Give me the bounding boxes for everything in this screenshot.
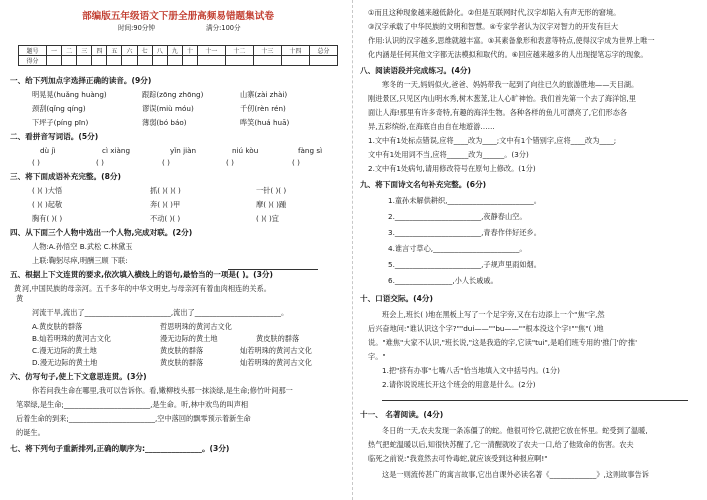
s1-item: 跟踪(zōng zhōng)	[142, 90, 204, 99]
s5-option-b-part: 漫无边际的黄土地	[160, 334, 218, 343]
page-title: 部编版五年级语文下册全册高频易错题集试卷	[82, 11, 274, 22]
exam-time: 时间:90分钟	[118, 24, 155, 32]
poem-line: 1.童孙未解供耕织,________________________。	[388, 196, 541, 205]
section-4-heading: 四、从下面三个人物中选出一个人物,完成对联。(2分)	[10, 228, 193, 237]
idiom-blank[interactable]: 抓( )( )( )	[150, 186, 181, 195]
s11-line: 临死之前说:"我竟然去可怜毒蛇,就应该受到这种报应啊!"	[368, 454, 548, 463]
s1-item: 颈刮(qǐng qíng)	[32, 104, 86, 113]
idiom-blank[interactable]: 摩( )( )踵	[256, 200, 287, 209]
score-header-row	[19, 46, 338, 56]
score-header-cell: 四	[92, 46, 107, 56]
s5-option-b[interactable]: B.灿若明珠的黄河古文化	[32, 334, 112, 343]
answer-bracket[interactable]: ( )	[96, 158, 104, 167]
s10-question: 1.把"挤有办事"七嘴八舌"恰当地填入文中括号内。(1分)	[382, 366, 560, 375]
answer-bracket[interactable]: ( )	[32, 158, 40, 167]
score-header-cell: 七	[137, 46, 152, 56]
s10-line: 后兴奋地问:"谁认识这个字?""dui——""bu——""根本没这个字!""焦"( )地	[368, 324, 604, 333]
score-header-cell: 十二	[225, 46, 253, 56]
s10-line: 班会上,班长( )地在黑板上写了一个足字旁,又在右边添上一个"焦"字,然	[382, 310, 605, 319]
score-cell[interactable]	[197, 56, 225, 66]
score-value-row	[19, 56, 338, 66]
idiom-blank[interactable]: 一针( )( )	[256, 186, 287, 195]
score-cell[interactable]	[281, 56, 309, 66]
s5-option-a-part: 哲思明珠的黄河古文化	[160, 322, 232, 331]
score-header-cell: 五	[107, 46, 122, 56]
s5-option-c-part: 黄皮肤的群落	[160, 346, 204, 355]
score-header-cell: 十四	[281, 46, 309, 56]
section-8-heading: 八、阅读语段并完成练习。(4分)	[360, 66, 471, 75]
score-header-cell: 六	[122, 46, 137, 56]
score-cell[interactable]	[167, 56, 182, 66]
idiom-blank[interactable]: 胸有( )( )	[32, 214, 63, 223]
s5-option-d[interactable]: D.漫无边际的黄土地	[32, 358, 98, 367]
s1-item: 明晃晃(huǎng huàng)	[32, 90, 107, 99]
s1-item: 哗笑(huá huā)	[240, 118, 290, 127]
score-cell[interactable]	[253, 56, 281, 66]
s5-option-c-part: 灿若明珠的黄河古文化	[240, 346, 312, 355]
score-cell[interactable]	[107, 56, 122, 66]
score-cell[interactable]	[92, 56, 107, 66]
answer-bracket[interactable]: ( )	[162, 158, 170, 167]
pinyin: dù jì	[40, 146, 56, 155]
s8-question: 文中有1处用词不当,应将______改为______。(3分)	[368, 150, 529, 159]
s5-option-d-part: 灿若明珠的黄河古文化	[240, 358, 312, 367]
s10-question: 2.请你说说班长开这个班会的用意是什么。(2分)	[382, 380, 536, 389]
section-10-heading: 十、口语交际。(4分)	[360, 294, 433, 303]
s5-text: 黄	[16, 294, 24, 303]
page-fold	[352, 0, 353, 500]
s11-line: 这是一则流传甚广的寓言故事,它出自课外必读名著《_____________》,这则故事告诉	[382, 470, 649, 479]
s1-item: 山寨(zài zhài)	[240, 90, 288, 99]
score-cell[interactable]	[137, 56, 152, 66]
score-header-cell: 十	[182, 46, 197, 56]
s5-option-b-part: 黄皮肤的群落	[256, 334, 300, 343]
pinyin: fàng sì	[298, 146, 323, 155]
s8-question: 1.文中有1处标点错误,应将____改为____;文中有1个错别字,应将____改为____;	[368, 136, 617, 145]
s1-item: 下坪子(píng pīn)	[32, 118, 89, 127]
score-cell[interactable]	[225, 56, 253, 66]
score-header-cell: 九	[167, 46, 182, 56]
poem-line: 2.________________________,夜静春山空。	[388, 212, 527, 221]
s10-line: 说。"难焦"大家不认识,"班长说,"这是我造的字,它读"tui",是咱们班专用的'推门'的'推'	[368, 338, 638, 347]
score-header-cell: 十一	[197, 46, 225, 56]
section-6-heading: 六、仿写句子,使上下文意思连贯。(3分)	[10, 372, 147, 381]
idiom-blank[interactable]: ( )( )大悟	[32, 186, 63, 195]
pinyin: cì xiàng	[102, 146, 131, 155]
s5-text: 黄	[14, 284, 22, 293]
score-cell[interactable]	[122, 56, 137, 66]
section-11-heading: 十一、 名著阅读。(4分)	[360, 410, 444, 419]
s1-item: 谬误(miù móu)	[142, 104, 194, 113]
score-cell[interactable]	[47, 56, 62, 66]
idiom-blank[interactable]: ( )( )起敬	[32, 200, 63, 209]
poem-line: 3.________________________,青春作伴好还乡。	[388, 228, 541, 237]
s7-sentence: ①而且这种现象越来越低龄化。②但是互联网时代,汉字却陷入有声无形的窘境。	[368, 8, 621, 17]
s10-line: 字。"	[368, 352, 386, 361]
s5-option-a[interactable]: A.黄皮肤的群落	[32, 322, 83, 331]
s8-para: 寒冬的一天,妈妈似火,爸爸、妈妈带我一起到了向往已久的旅游胜地——天目湖。	[382, 80, 639, 89]
idiom-blank[interactable]: 不动( )( )	[150, 214, 181, 223]
poem-line: 5.________________________,子规声里雨如烟。	[388, 260, 541, 269]
s4-couplet: 上联:鞠躬尽瘁,明酬三顾 下联:	[32, 256, 128, 265]
idiom-blank[interactable]: ( )( )宜	[256, 214, 279, 223]
pinyin: yǐn jiàn	[170, 146, 197, 155]
s5-option-c[interactable]: C.漫无边际的黄土地	[32, 346, 97, 355]
score-header-cell: 三	[77, 46, 92, 56]
answer-bracket[interactable]: ( )	[226, 158, 234, 167]
s1-item: 薄弱(bó báo)	[142, 118, 187, 127]
s5-text: 河,中国民族的母亲河。五千多年的中华文明史,与母亲河有着血肉相连的关系。	[22, 284, 271, 293]
s8-para: 面让人海!那里有许多奇特,有趣的海洋生物。各种各样的鱼儿可漂亮了,它们形态各	[368, 108, 628, 117]
section-3-heading: 三、将下面成语补充完整。(8分)	[10, 172, 121, 181]
s6-line: 后着生命的到来;________________________,空中落回的飘零预示着新生命	[16, 414, 251, 423]
score-header-cell: 八	[152, 46, 167, 56]
section-9-heading: 九、将下面诗文名句补充完整。(6分)	[360, 180, 487, 189]
score-header-cell: 十三	[253, 46, 281, 56]
s5-text: 河流干旱,流出了________________________,流出了________________________。	[32, 308, 289, 317]
s8-para: 异,五彩缤纷,在海底自由自在地遊游……	[368, 122, 495, 131]
couplet-answer-line[interactable]	[228, 263, 318, 270]
poem-line: 6.________________,小人长戚戚。	[388, 276, 498, 285]
section-7-heading: 七、将下列句子重新排列,正确的顺序为:_______________。(3分)	[10, 444, 230, 453]
s7-sentence: 作用:认识的汉字越多,思维就越丰富。⑤其素备象形和表意等特点,使得汉字成为世界上唯一	[368, 36, 655, 45]
s11-line: 热气把蛇温暖以后,知很快苏醒了,它一清醒就咬了农夫一口,给了他致命的伤害。农夫	[368, 440, 634, 449]
left-column	[10, 0, 346, 500]
s11-line: 冬日的一天,农夫发现一条冻僵了的蛇。他很可怜它,就把它放在怀里。蛇受到了温暖,	[382, 426, 648, 435]
score-header-cell: 题号	[19, 46, 47, 56]
section-1-heading: 一、给下列加点字选择正确的读音。(9分)	[10, 76, 152, 85]
score-table	[18, 45, 338, 66]
pinyin: niú kòu	[232, 146, 259, 155]
answer-bracket[interactable]: ( )	[292, 158, 300, 167]
s6-line: 的诞生。	[16, 428, 45, 437]
s4-people: 人物:A.孙悟空 B.武松 C.林黛玉	[32, 242, 133, 251]
s8-question: 2.文中有1处病句,请用修改符号在原句上修改。(1分)	[368, 164, 536, 173]
s1-item: 千仞(rèn rén)	[240, 104, 286, 113]
s8-para: 刚进景区,只见区内山明水秀,树木葱茏,让人心旷神怡。我们首先第一个去了海洋馆,里	[368, 94, 636, 103]
right-column	[360, 0, 700, 500]
section-5-heading: 五、根据上下文连贯的要求,依次填入横线上的语句,最恰当的一项是( )。(3分)	[10, 270, 273, 279]
section-2-heading: 二、看拼音写词语。(5分)	[10, 132, 99, 141]
s6-line: 笔翠绿,是生命;________________________,是生命。听,林中欢鸟的叫声相	[16, 400, 249, 409]
s6-line: 你若问我生命在哪里,我可以告诉你。看,嫩柳枝头那一抹淡绿,是生命;修竹叶间那一	[32, 386, 293, 395]
poem-line: 4.谁言寸草心,________________________。	[388, 244, 527, 253]
score-header-cell: 总分	[309, 46, 337, 56]
score-header-cell: 二	[62, 46, 77, 56]
score-cell[interactable]	[182, 56, 197, 66]
score-header-cell: 一	[47, 46, 62, 56]
score-cell[interactable]	[77, 56, 92, 66]
full-score: 满分:100分	[206, 24, 241, 32]
score-row-label: 得分	[19, 56, 47, 66]
score-cell[interactable]	[152, 56, 167, 66]
s7-sentence: 化内涵是任何其他文字都无法模拟和取代的。⑥回应越来越多的人出现提笔忘字的现象。	[368, 50, 648, 59]
score-cell[interactable]	[309, 56, 337, 66]
score-cell[interactable]	[62, 56, 77, 66]
s5-option-d-part: 黄皮肤的群落	[160, 358, 204, 367]
s7-sentence: ③汉字承载了中华民族的文明和智慧。④专家学者认为汉字对智力的开发有巨大	[368, 22, 619, 31]
idiom-blank[interactable]: 奔( )( )甲	[150, 200, 181, 209]
s10-answer-line[interactable]	[382, 394, 688, 401]
